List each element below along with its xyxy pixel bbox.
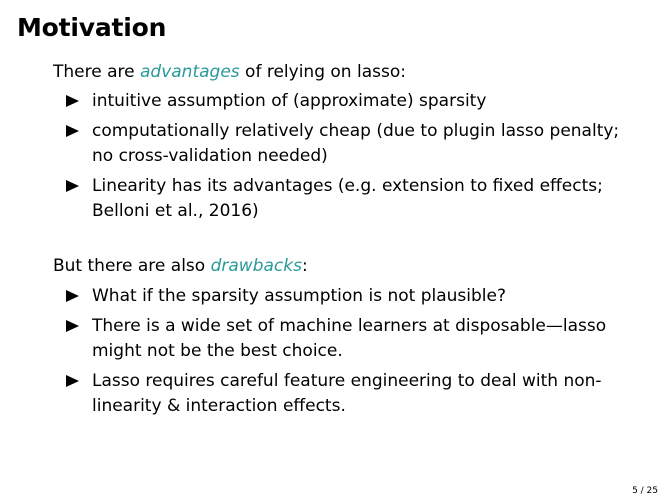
triangle-bullet-icon bbox=[66, 180, 79, 192]
triangle-bullet-icon bbox=[66, 95, 79, 107]
list-item bbox=[0, 369, 640, 419]
drawbacks-intro bbox=[53, 254, 308, 278]
triangle-bullet-icon bbox=[66, 375, 79, 387]
list-item-text: There is a wide set of machine learners at disposable—lasso might not be the best choice. bbox=[92, 316, 607, 361]
list-item bbox=[0, 284, 640, 309]
drawbacks-intro-pre: But there are also bbox=[53, 256, 211, 276]
advantages-intro-post: of relying on lasso: bbox=[239, 62, 406, 82]
advantages-intro-pre: There are bbox=[53, 62, 140, 82]
triangle-bullet-icon bbox=[66, 290, 79, 302]
drawbacks-intro-post: : bbox=[301, 256, 308, 276]
list-item bbox=[0, 314, 640, 364]
list-item-text: What if the sparsity assumption is not plausible? bbox=[92, 286, 506, 306]
drawbacks-keyword: drawbacks bbox=[210, 256, 302, 276]
advantages-intro bbox=[53, 60, 406, 84]
drawbacks-list bbox=[0, 284, 640, 424]
list-item-text: Lasso requires careful feature engineering to deal with non-linearity & interaction effects. bbox=[92, 371, 602, 416]
list-item-text: computationally relatively cheap (due to plugin lasso penalty; no cross-validation needed) bbox=[92, 121, 620, 166]
slide-title: Motivation bbox=[17, 13, 167, 42]
advantages-list bbox=[0, 89, 640, 229]
triangle-bullet-icon bbox=[66, 320, 79, 332]
triangle-bullet-icon bbox=[66, 125, 79, 137]
list-item-text: Linearity has its advantages (e.g. extension to fixed effects; Belloni et al., 2016) bbox=[92, 176, 603, 221]
list-item-text: intuitive assumption of (approximate) sparsity bbox=[92, 91, 487, 111]
list-item bbox=[0, 89, 640, 114]
list-item bbox=[0, 119, 640, 169]
list-item bbox=[0, 174, 640, 224]
advantages-keyword: advantages bbox=[140, 62, 240, 82]
page-number: 5 / 25 bbox=[632, 486, 658, 496]
